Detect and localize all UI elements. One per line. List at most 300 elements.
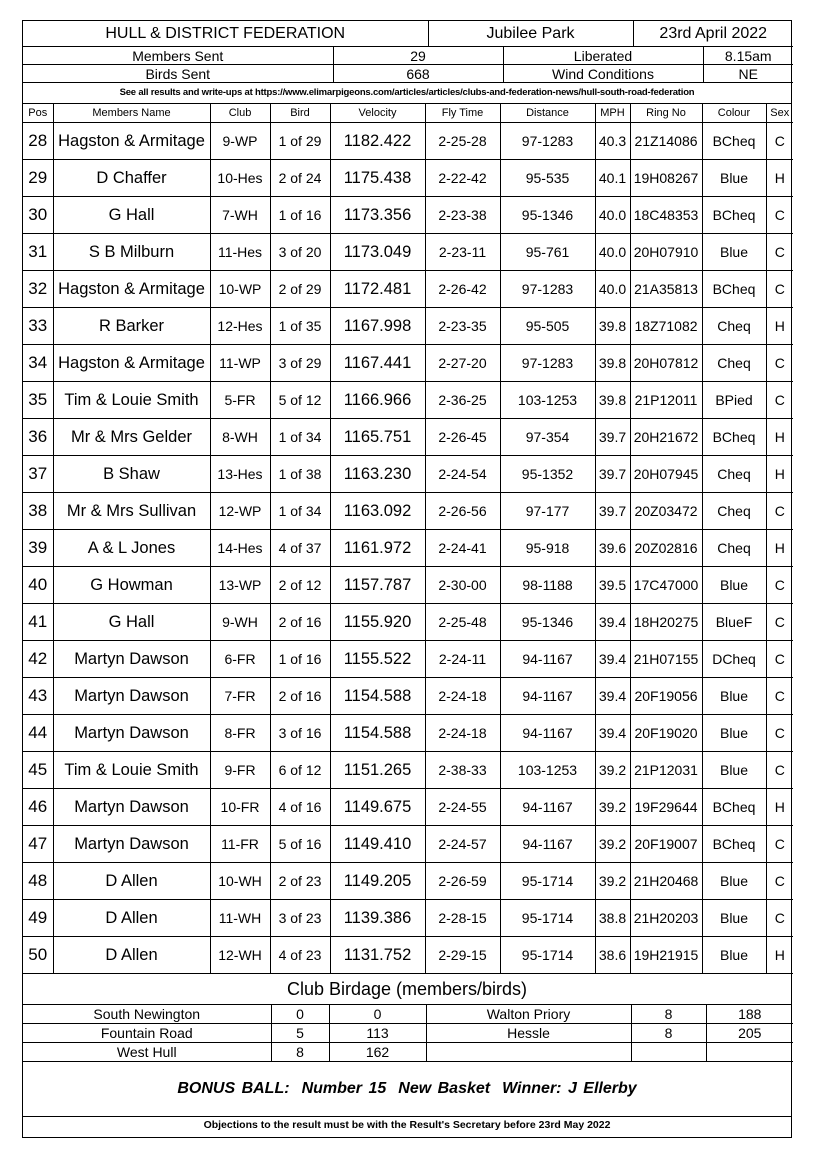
result-sex: C <box>766 752 793 789</box>
results-sheet <box>22 20 792 1138</box>
result-velocity: 1166.966 <box>330 382 425 419</box>
result-mph: 39.4 <box>595 641 630 678</box>
birdage-club-name: Fountain Road <box>23 1024 271 1043</box>
result-fly-time: 2-24-41 <box>425 530 500 567</box>
result-pos: 33 <box>23 308 53 345</box>
result-fly-time: 2-25-48 <box>425 604 500 641</box>
result-bird: 2 of 12 <box>270 567 330 604</box>
result-colour: Blue <box>702 937 766 974</box>
result-sex: C <box>766 715 793 752</box>
result-ring-no: 20Z02816 <box>630 530 702 567</box>
result-distance: 94-1167 <box>500 826 595 863</box>
result-ring-no: 21H20203 <box>630 900 702 937</box>
result-club: 7-FR <box>210 678 270 715</box>
result-sex: H <box>766 160 793 197</box>
result-fly-time: 2-38-33 <box>425 752 500 789</box>
result-pos: 47 <box>23 826 53 863</box>
result-club: 11-Hes <box>210 234 270 271</box>
result-member-name: Martyn Dawson <box>53 715 210 752</box>
result-colour: Blue <box>702 678 766 715</box>
result-ring-no: 21H07155 <box>630 641 702 678</box>
result-pos: 40 <box>23 567 53 604</box>
result-velocity: 1151.265 <box>330 752 425 789</box>
objections-note: Objections to the result must be with the Result's Secretary before 23rd May 2022 <box>203 1119 611 1131</box>
birdage-members <box>631 1043 706 1062</box>
result-mph: 39.4 <box>595 678 630 715</box>
result-club: 10-WP <box>210 271 270 308</box>
result-velocity: 1149.205 <box>330 863 425 900</box>
result-distance: 95-1714 <box>500 863 595 900</box>
result-sex: C <box>766 197 793 234</box>
table-row <box>23 567 793 604</box>
result-pos: 43 <box>23 678 53 715</box>
result-sex: C <box>766 493 793 530</box>
result-ring-no: 21P12011 <box>630 382 702 419</box>
birdage-members: 0 <box>271 1005 329 1024</box>
result-member-name: Mr & Mrs Gelder <box>53 419 210 456</box>
result-bird: 4 of 37 <box>270 530 330 567</box>
result-distance: 95-535 <box>500 160 595 197</box>
result-bird: 1 of 29 <box>270 123 330 160</box>
result-colour: BCheq <box>702 123 766 160</box>
result-ring-no: 20H07910 <box>630 234 702 271</box>
col-mph: MPH <box>595 104 630 123</box>
liberated-label: Liberated <box>503 47 703 65</box>
birdage-birds: 188 <box>706 1005 793 1024</box>
birdage-birds: 113 <box>329 1024 426 1043</box>
result-mph: 39.7 <box>595 419 630 456</box>
result-sex: C <box>766 604 793 641</box>
birds-sent-value: 668 <box>333 65 503 83</box>
result-ring-no: 21A35813 <box>630 271 702 308</box>
result-member-name: D Allen <box>53 937 210 974</box>
result-member-name: Tim & Louie Smith <box>53 752 210 789</box>
result-colour: BCheq <box>702 271 766 308</box>
result-pos: 34 <box>23 345 53 382</box>
result-bird: 6 of 12 <box>270 752 330 789</box>
result-fly-time: 2-29-15 <box>425 937 500 974</box>
birdage-club-name: Walton Priory <box>426 1005 631 1024</box>
federation-title: HULL & DISTRICT FEDERATION <box>23 21 428 47</box>
result-pos: 38 <box>23 493 53 530</box>
result-club: 9-WH <box>210 604 270 641</box>
result-club: 11-WP <box>210 345 270 382</box>
result-sex: H <box>766 937 793 974</box>
result-pos: 36 <box>23 419 53 456</box>
result-bird: 2 of 16 <box>270 604 330 641</box>
birdage-members: 8 <box>631 1024 706 1043</box>
result-colour: BCheq <box>702 419 766 456</box>
table-row <box>23 271 793 308</box>
result-sex: H <box>766 789 793 826</box>
result-mph: 39.4 <box>595 715 630 752</box>
result-ring-no: 19H08267 <box>630 160 702 197</box>
result-mph: 39.8 <box>595 382 630 419</box>
table-row <box>23 345 793 382</box>
result-mph: 38.8 <box>595 900 630 937</box>
result-velocity: 1157.787 <box>330 567 425 604</box>
result-colour: Blue <box>702 234 766 271</box>
result-ring-no: 19F29644 <box>630 789 702 826</box>
result-velocity: 1167.998 <box>330 308 425 345</box>
result-ring-no: 18C48353 <box>630 197 702 234</box>
column-header-row <box>23 104 793 123</box>
result-velocity: 1155.920 <box>330 604 425 641</box>
result-velocity: 1172.481 <box>330 271 425 308</box>
result-velocity: 1161.972 <box>330 530 425 567</box>
club-birdage-table <box>23 1005 793 1062</box>
result-mph: 39.5 <box>595 567 630 604</box>
result-club: 5-FR <box>210 382 270 419</box>
result-fly-time: 2-24-18 <box>425 678 500 715</box>
result-fly-time: 2-24-18 <box>425 715 500 752</box>
result-member-name: Tim & Louie Smith <box>53 382 210 419</box>
result-bird: 3 of 23 <box>270 900 330 937</box>
result-pos: 46 <box>23 789 53 826</box>
result-colour: Cheq <box>702 493 766 530</box>
result-distance: 103-1253 <box>500 382 595 419</box>
table-row <box>23 160 793 197</box>
result-mph: 40.0 <box>595 234 630 271</box>
results-table <box>23 104 793 974</box>
result-ring-no: 20F19056 <box>630 678 702 715</box>
result-sex: C <box>766 234 793 271</box>
wind-label: Wind Conditions <box>503 65 703 83</box>
result-ring-no: 18Z71082 <box>630 308 702 345</box>
result-club: 9-WP <box>210 123 270 160</box>
birdage-members: 5 <box>271 1024 329 1043</box>
result-bird: 5 of 12 <box>270 382 330 419</box>
result-member-name: Hagston & Armitage <box>53 271 210 308</box>
result-distance: 95-1714 <box>500 900 595 937</box>
result-member-name: Hagston & Armitage <box>53 123 210 160</box>
result-fly-time: 2-23-11 <box>425 234 500 271</box>
result-mph: 40.0 <box>595 197 630 234</box>
table-row <box>23 752 793 789</box>
birdage-club-name: Hessle <box>426 1024 631 1043</box>
result-club: 12-WH <box>210 937 270 974</box>
result-bird: 2 of 24 <box>270 160 330 197</box>
birds-sent-label: Birds Sent <box>23 65 333 83</box>
table-row <box>23 382 793 419</box>
birdage-row <box>23 1005 793 1024</box>
result-velocity: 1154.588 <box>330 678 425 715</box>
result-distance: 94-1167 <box>500 641 595 678</box>
result-fly-time: 2-22-42 <box>425 160 500 197</box>
table-row <box>23 197 793 234</box>
result-pos: 37 <box>23 456 53 493</box>
result-sex: C <box>766 123 793 160</box>
venue: Jubilee Park <box>428 21 633 47</box>
result-member-name: Martyn Dawson <box>53 641 210 678</box>
result-distance: 95-505 <box>500 308 595 345</box>
result-fly-time: 2-26-42 <box>425 271 500 308</box>
result-pos: 48 <box>23 863 53 900</box>
result-member-name: Martyn Dawson <box>53 826 210 863</box>
bonus-label: BONUS BALL: <box>177 1080 290 1097</box>
result-mph: 39.7 <box>595 456 630 493</box>
result-sex: C <box>766 382 793 419</box>
table-row <box>23 678 793 715</box>
result-fly-time: 2-24-55 <box>425 789 500 826</box>
table-row <box>23 937 793 974</box>
result-fly-time: 2-26-45 <box>425 419 500 456</box>
result-sex: C <box>766 863 793 900</box>
result-member-name: Martyn Dawson <box>53 789 210 826</box>
result-distance: 94-1167 <box>500 789 595 826</box>
result-fly-time: 2-24-54 <box>425 456 500 493</box>
col-fly-time: Fly Time <box>425 104 500 123</box>
result-distance: 97-354 <box>500 419 595 456</box>
result-distance: 95-761 <box>500 234 595 271</box>
table-row <box>23 123 793 160</box>
result-velocity: 1131.752 <box>330 937 425 974</box>
result-sex: C <box>766 678 793 715</box>
result-member-name: G Howman <box>53 567 210 604</box>
result-distance: 95-1352 <box>500 456 595 493</box>
result-pos: 50 <box>23 937 53 974</box>
result-sex: C <box>766 826 793 863</box>
result-distance: 97-1283 <box>500 345 595 382</box>
result-member-name: S B Milburn <box>53 234 210 271</box>
result-colour: Blue <box>702 900 766 937</box>
result-fly-time: 2-23-35 <box>425 308 500 345</box>
bonus-winner: Winner: J Ellerby <box>502 1080 637 1097</box>
result-colour: DCheq <box>702 641 766 678</box>
birdage-members: 8 <box>271 1043 329 1062</box>
result-bird: 1 of 38 <box>270 456 330 493</box>
result-colour: BCheq <box>702 197 766 234</box>
result-colour: Blue <box>702 752 766 789</box>
result-sex: C <box>766 271 793 308</box>
result-member-name: G Hall <box>53 604 210 641</box>
result-club: 13-Hes <box>210 456 270 493</box>
result-ring-no: 20H07812 <box>630 345 702 382</box>
table-row <box>23 234 793 271</box>
result-bird: 2 of 23 <box>270 863 330 900</box>
result-mph: 39.7 <box>595 493 630 530</box>
result-bird: 1 of 35 <box>270 308 330 345</box>
bonus-number: Number 15 <box>301 1080 387 1097</box>
table-row <box>23 456 793 493</box>
col-bird: Bird <box>270 104 330 123</box>
header-title-row <box>23 21 793 47</box>
result-member-name: Hagston & Armitage <box>53 345 210 382</box>
birdage-club-name: West Hull <box>23 1043 271 1062</box>
result-member-name: G Hall <box>53 197 210 234</box>
members-sent-label: Members Sent <box>23 47 333 65</box>
result-ring-no: 21P12031 <box>630 752 702 789</box>
result-distance: 95-1714 <box>500 937 595 974</box>
result-colour: Blue <box>702 160 766 197</box>
birdage-birds: 162 <box>329 1043 426 1062</box>
result-member-name: D Chaffer <box>53 160 210 197</box>
result-velocity: 1149.675 <box>330 789 425 826</box>
club-birdage-title: Club Birdage (members/birds) <box>23 974 791 1005</box>
result-colour: Blue <box>702 567 766 604</box>
result-pos: 29 <box>23 160 53 197</box>
liberated-value: 8.15am <box>703 47 793 65</box>
result-club: 10-Hes <box>210 160 270 197</box>
result-member-name: B Shaw <box>53 456 210 493</box>
result-fly-time: 2-27-20 <box>425 345 500 382</box>
result-colour: Cheq <box>702 456 766 493</box>
birdage-members: 8 <box>631 1005 706 1024</box>
result-mph: 39.2 <box>595 752 630 789</box>
result-fly-time: 2-30-00 <box>425 567 500 604</box>
col-sex: Sex <box>766 104 793 123</box>
table-row <box>23 826 793 863</box>
result-ring-no: 19H21915 <box>630 937 702 974</box>
result-member-name: Mr & Mrs Sullivan <box>53 493 210 530</box>
result-club: 9-FR <box>210 752 270 789</box>
result-colour: BCheq <box>702 826 766 863</box>
result-pos: 31 <box>23 234 53 271</box>
result-ring-no: 20H07945 <box>630 456 702 493</box>
result-mph: 40.3 <box>595 123 630 160</box>
birdage-birds <box>706 1043 793 1062</box>
result-colour: BlueF <box>702 604 766 641</box>
result-ring-no: 18H20275 <box>630 604 702 641</box>
birdage-club-name: South Newington <box>23 1005 271 1024</box>
result-velocity: 1175.438 <box>330 160 425 197</box>
result-club: 10-FR <box>210 789 270 826</box>
result-club: 8-FR <box>210 715 270 752</box>
result-bird: 3 of 16 <box>270 715 330 752</box>
result-sex: H <box>766 419 793 456</box>
result-pos: 30 <box>23 197 53 234</box>
table-row <box>23 863 793 900</box>
result-velocity: 1149.410 <box>330 826 425 863</box>
result-fly-time: 2-24-57 <box>425 826 500 863</box>
result-club: 11-FR <box>210 826 270 863</box>
result-bird: 3 of 20 <box>270 234 330 271</box>
result-pos: 49 <box>23 900 53 937</box>
results-link[interactable]: See all results and write-ups at https://www.elimarpigeons.com/articles/articles/clubs-and-federation-news/hull-south-road-federation <box>23 83 791 104</box>
result-club: 6-FR <box>210 641 270 678</box>
result-bird: 3 of 29 <box>270 345 330 382</box>
result-distance: 97-1283 <box>500 123 595 160</box>
result-bird: 4 of 23 <box>270 937 330 974</box>
result-distance: 95-1346 <box>500 604 595 641</box>
result-bird: 1 of 16 <box>270 641 330 678</box>
bonus-basket: New Basket <box>398 1080 491 1097</box>
result-club: 14-Hes <box>210 530 270 567</box>
result-colour: Cheq <box>702 308 766 345</box>
birdage-club-name <box>426 1043 631 1062</box>
result-member-name: D Allen <box>53 863 210 900</box>
col-ring-no: Ring No <box>630 104 702 123</box>
result-club: 11-WH <box>210 900 270 937</box>
result-mph: 39.6 <box>595 530 630 567</box>
race-date: 23rd April 2022 <box>633 21 793 47</box>
result-distance: 95-918 <box>500 530 595 567</box>
result-mph: 39.2 <box>595 826 630 863</box>
result-sex: H <box>766 308 793 345</box>
result-bird: 1 of 34 <box>270 419 330 456</box>
members-sent-value: 29 <box>333 47 503 65</box>
result-club: 12-Hes <box>210 308 270 345</box>
col-distance: Distance <box>500 104 595 123</box>
result-pos: 28 <box>23 123 53 160</box>
result-pos: 44 <box>23 715 53 752</box>
result-ring-no: 21H20468 <box>630 863 702 900</box>
result-bird: 2 of 16 <box>270 678 330 715</box>
result-fly-time: 2-24-11 <box>425 641 500 678</box>
table-row <box>23 419 793 456</box>
result-velocity: 1173.049 <box>330 234 425 271</box>
result-distance: 94-1167 <box>500 678 595 715</box>
result-colour: BPied <box>702 382 766 419</box>
header-info <box>23 47 793 83</box>
result-colour: BCheq <box>702 789 766 826</box>
result-distance: 98-1188 <box>500 567 595 604</box>
result-fly-time: 2-26-59 <box>425 863 500 900</box>
result-velocity: 1139.386 <box>330 900 425 937</box>
result-club: 7-WH <box>210 197 270 234</box>
table-row <box>23 530 793 567</box>
result-mph: 40.0 <box>595 271 630 308</box>
result-pos: 41 <box>23 604 53 641</box>
result-member-name: A & L Jones <box>53 530 210 567</box>
result-fly-time: 2-26-56 <box>425 493 500 530</box>
birdage-birds: 205 <box>706 1024 793 1043</box>
result-bird: 4 of 16 <box>270 789 330 826</box>
result-mph: 40.1 <box>595 160 630 197</box>
result-distance: 94-1167 <box>500 715 595 752</box>
result-velocity: 1165.751 <box>330 419 425 456</box>
result-club: 10-WH <box>210 863 270 900</box>
result-pos: 39 <box>23 530 53 567</box>
result-mph: 39.2 <box>595 863 630 900</box>
result-colour: Blue <box>702 863 766 900</box>
result-bird: 1 of 34 <box>270 493 330 530</box>
result-fly-time: 2-28-15 <box>425 900 500 937</box>
result-distance: 95-1346 <box>500 197 595 234</box>
result-pos: 42 <box>23 641 53 678</box>
result-distance: 103-1253 <box>500 752 595 789</box>
result-pos: 35 <box>23 382 53 419</box>
col-colour: Colour <box>702 104 766 123</box>
result-sex: H <box>766 530 793 567</box>
result-member-name: Martyn Dawson <box>53 678 210 715</box>
result-mph: 39.4 <box>595 604 630 641</box>
result-bird: 1 of 16 <box>270 197 330 234</box>
result-member-name: R Barker <box>53 308 210 345</box>
result-ring-no: 21Z14086 <box>630 123 702 160</box>
result-distance: 97-1283 <box>500 271 595 308</box>
birdage-birds: 0 <box>329 1005 426 1024</box>
result-velocity: 1155.522 <box>330 641 425 678</box>
result-ring-no: 20Z03472 <box>630 493 702 530</box>
result-pos: 32 <box>23 271 53 308</box>
col-members-name: Members Name <box>53 104 210 123</box>
table-row <box>23 604 793 641</box>
birdage-row <box>23 1024 793 1043</box>
result-colour: Cheq <box>702 530 766 567</box>
result-mph: 39.2 <box>595 789 630 826</box>
result-velocity: 1163.092 <box>330 493 425 530</box>
result-ring-no: 20F19007 <box>630 826 702 863</box>
result-velocity: 1154.588 <box>330 715 425 752</box>
result-club: 8-WH <box>210 419 270 456</box>
table-row <box>23 641 793 678</box>
result-ring-no: 17C47000 <box>630 567 702 604</box>
result-club: 12-WP <box>210 493 270 530</box>
col-club: Club <box>210 104 270 123</box>
col-pos: Pos <box>23 104 53 123</box>
result-mph: 39.8 <box>595 345 630 382</box>
